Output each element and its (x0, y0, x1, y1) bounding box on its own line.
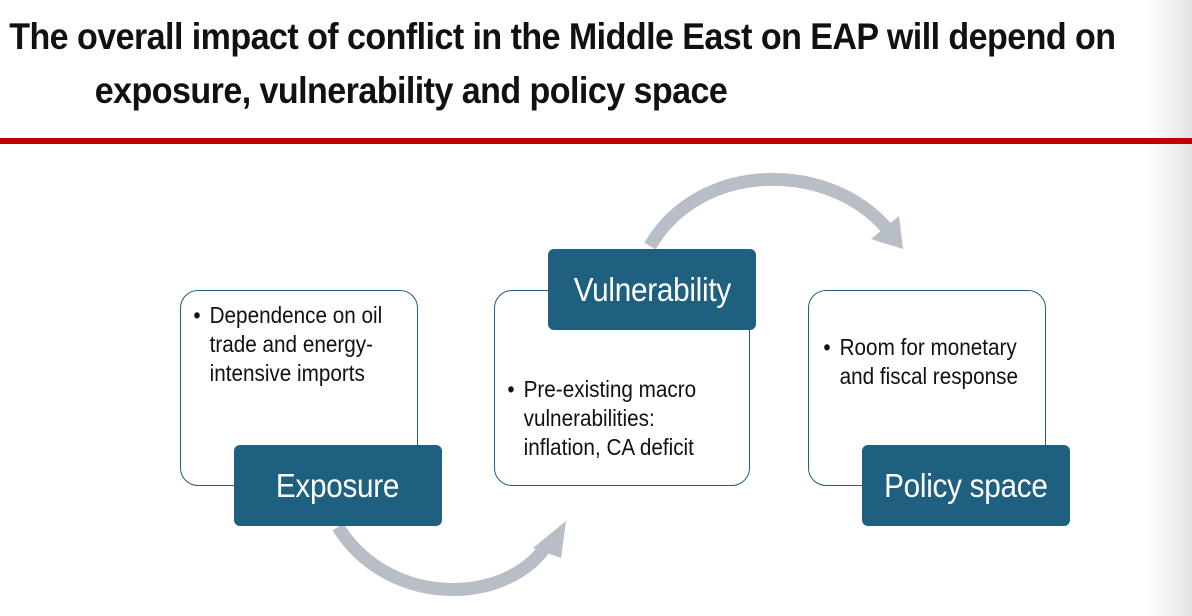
exposure-label-box (234, 445, 442, 526)
exposure-label: Exposure (276, 466, 400, 504)
vulnerability-label: Vulnerability (573, 270, 731, 308)
exposure-bullet: • Dependence on oil trade and energy-intensive imports (188, 301, 406, 388)
vulnerability-bullet-list (502, 375, 738, 462)
slide-title-line-1: The overall impact of conflict in the Middle East on EAP will depend on (9, 16, 1116, 57)
arc-arrow-top (650, 179, 888, 246)
slide-title-line-2: exposure, vulnerability and policy space (94, 70, 728, 111)
policy-space-label: Policy space (884, 466, 1048, 504)
vulnerability-bullet: • Pre-existing macro vulnerabilities: inflation, CA deficit (502, 375, 736, 462)
policy-space-bullet-list (818, 333, 1042, 391)
policy-space-label-box (862, 445, 1070, 526)
exposure-bullet-list (188, 301, 408, 388)
policy-space-bullet: • Room for monetary and fiscal response (818, 333, 1040, 391)
vulnerability-label-box (548, 249, 756, 330)
arc-arrow-bottom (338, 527, 548, 589)
